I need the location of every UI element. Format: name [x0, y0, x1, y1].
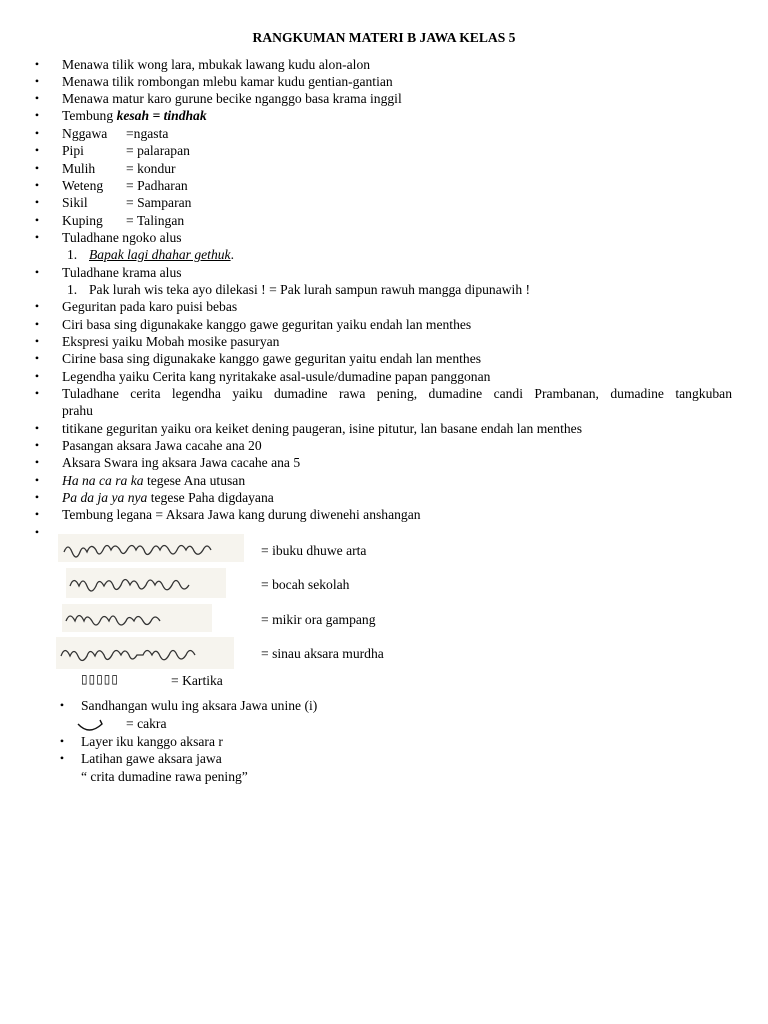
javanese-script-image	[62, 604, 212, 632]
bullet: •	[34, 91, 40, 105]
page-title: RANGKUMAN MATERI B JAWA KELAS 5	[252, 30, 516, 45]
javanese-script-image	[56, 637, 234, 669]
missing-glyph-boxes: ▯▯▯▯▯	[81, 672, 120, 686]
javanese-script-image	[66, 568, 226, 598]
cakra-icon	[76, 716, 104, 734]
javanese-script-image	[58, 534, 244, 562]
bullet: •	[34, 108, 40, 122]
bullet: •	[34, 74, 40, 88]
bullet: •	[34, 57, 40, 71]
